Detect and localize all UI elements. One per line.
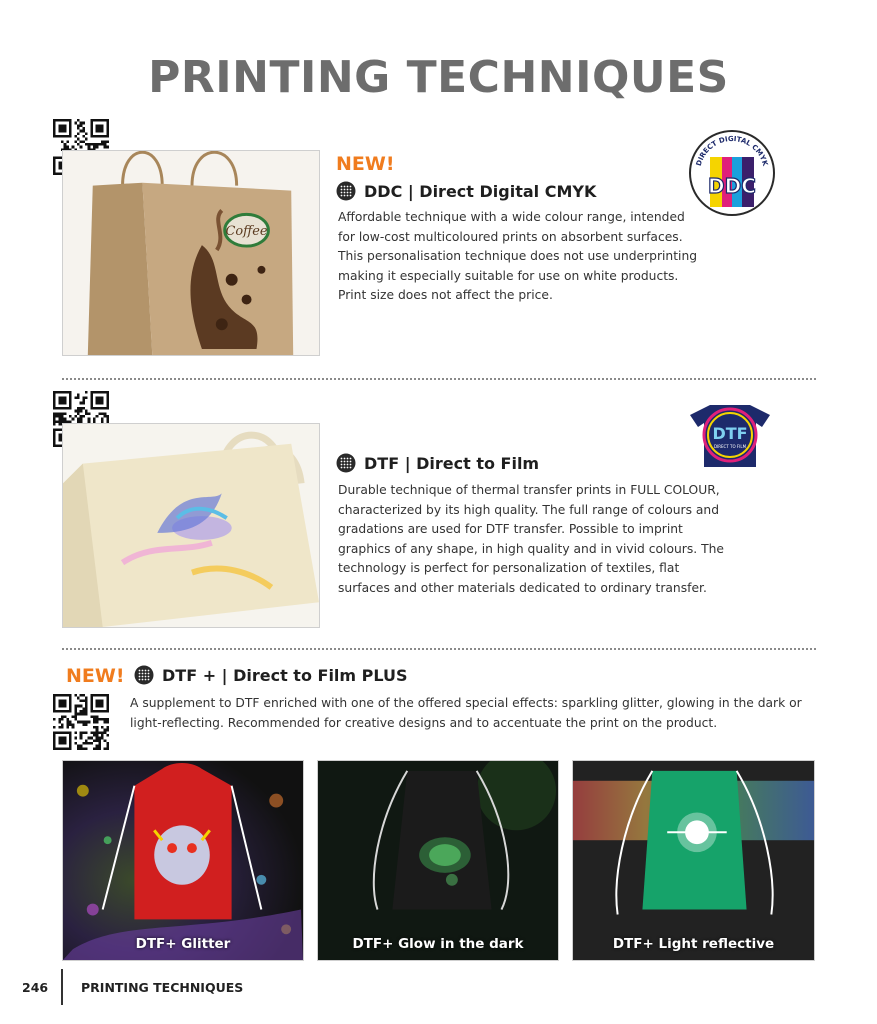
new-label: NEW!: [66, 665, 125, 687]
dtf-plus-heading-text: DTF + | Direct to Film PLUS: [162, 665, 408, 685]
ddc-logo: [688, 129, 776, 217]
section-divider: [62, 378, 816, 380]
dots-grid-icon: [134, 665, 154, 685]
qr-code-icon[interactable]: [53, 694, 109, 750]
ddc-heading: [336, 181, 596, 201]
glitter-caption: DTF+ Glitter: [135, 936, 231, 952]
ddc-heading-text: DDC | Direct Digital CMYK: [364, 181, 597, 201]
page-title: PRINTING TECHNIQUES: [148, 52, 729, 103]
reflective-example-photo: [572, 760, 815, 961]
dots-grid-icon: [336, 453, 356, 473]
dtf-logo: [684, 401, 776, 469]
bag-print-text: Coffee: [225, 224, 268, 240]
section-divider: [62, 648, 816, 650]
glitter-example-photo: [62, 760, 304, 961]
dtf-heading: [336, 453, 539, 473]
tote-bag-photo: [62, 423, 320, 628]
dtf-plus-description: A supplement to DTF enriched with one of the offered special effects: sparkling glitter, glowing in the dark or light-reflecting. Recommended for creative designs and to accentuate the print on the product.: [130, 696, 802, 730]
glow-caption: DTF+ Glow in the dark: [352, 936, 524, 952]
dtf-logo-ring-text: DIRECT TO FILM: [713, 444, 747, 449]
page-number: 246: [22, 980, 49, 995]
kraft-bag-photo: [62, 150, 320, 356]
dots-grid-icon: [336, 181, 356, 201]
ddc-description: Affordable technique with a wide colour range, intended for low-cost multicoloured prints on absorbent surfaces. This personalisation technique does not use underprinting making it especially suitable for use on white products. Print size does not affect the price.: [338, 210, 698, 303]
dtf-description: Durable technique of thermal transfer prints in FULL COLOUR, characterized by its high quality. The full range of colours and gradations are used for DTF transfer. Possible to imprint graphics of any shape, in high quality and in vivid colours. The technology is perfect for personalization of textiles, flat surfaces and other materials dedicated to ordinary transfer.: [338, 483, 724, 595]
footer-section-title: PRINTING TECHNIQUES: [81, 980, 244, 995]
dtf-logo-main-text: DTF: [712, 424, 748, 443]
glow-example-photo: [317, 760, 559, 961]
dtf-heading-text: DTF | Direct to Film: [364, 453, 540, 473]
footer-divider: [61, 969, 63, 1005]
dtf-plus-heading: [134, 665, 408, 685]
reflective-caption: DTF+ Light reflective: [612, 936, 775, 952]
ddc-logo-ring-text: DIRECT DIGITAL CMYK: [694, 134, 770, 167]
ddc-logo-main-text: DDC: [708, 174, 756, 198]
new-label: NEW!: [336, 153, 395, 175]
